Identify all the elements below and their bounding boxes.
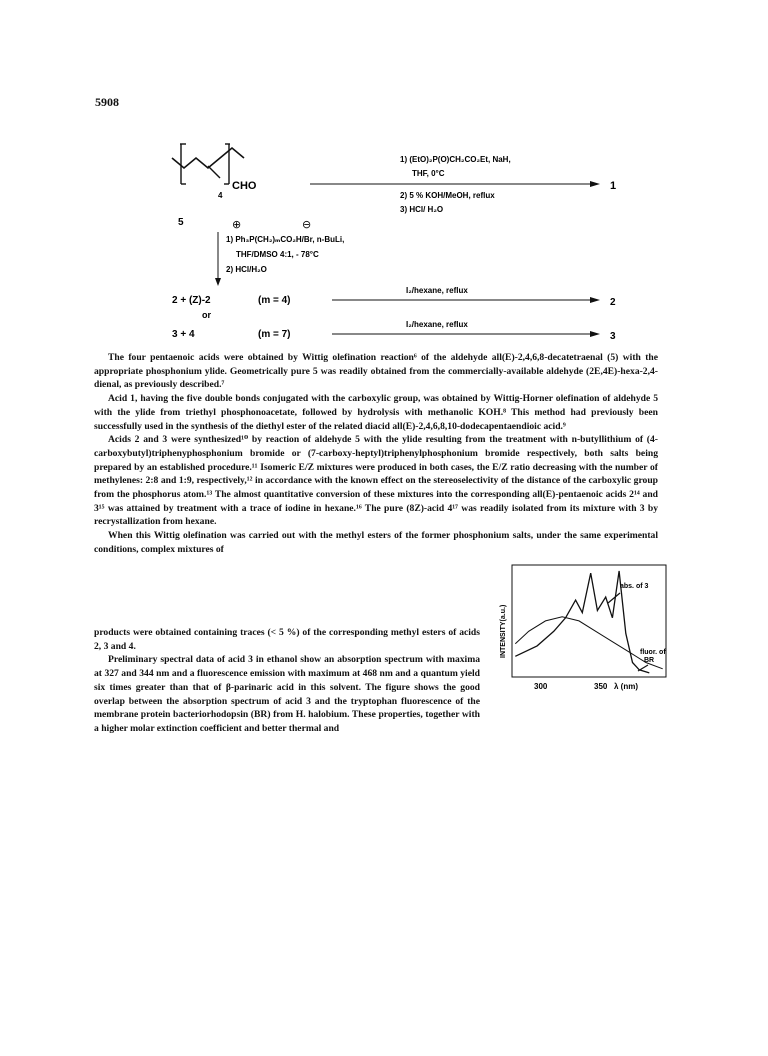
x-tick-350: 350: [594, 682, 608, 691]
row2-m: (m = 7): [258, 329, 291, 340]
paragraph: products were obtained containing traces (< 5 %) of the corresponding methyl esters of acids 2, 3 and 4.: [94, 627, 480, 652]
plus-charge: ⊕: [232, 219, 242, 231]
wittig-conditions-3: 2) HCl/H₂O: [226, 265, 267, 274]
top-conditions-3: 2) 5 % KOH/MeOH, reflux: [400, 191, 495, 200]
label-fluor-1: fluor. of: [640, 649, 666, 656]
aldehyde-group: CHO: [232, 180, 257, 192]
paragraph: Acid 1, having the five double bonds conjugated with the carboxylic group, was obtained by Wittig-Horner olefination of aldehyde 5 with the ylide from triethyl phosphonoacetate, followed by hydrolysis with methanolic KOH.⁸ This method had previously been successfully used in the synthesis of the diethyl ester of the related diacid all(E)-2,4,6,8,10-dodecapentaendioic acid.⁹: [94, 393, 658, 432]
row1-reactants: 2 + (Z)-2: [172, 295, 211, 306]
paragraph: Acids 2 and 3 were synthesized¹⁰ by reaction of aldehyde 5 with the ylide resulting from the treatment with n-butyllithium of (4-carboxybutyl)triphenyphosphonium bromide or (7-carboxy-heptyl)triphenylphosphonium bromide respectively, both salts being prepared by an established procedure.¹¹ Isomeric E/Z mixtures were produced in both cases, the E/Z ratio decreasing with the number of methylenes: 2:8 and 1:9, respectively,¹² in accordance with the known effect on the stereoselectivity of the distance of the carboxylic group from the phosphorus atom.¹³ The almost quantitative conversion of these mixtures into the corresponding all(E)-pentaenoic acids 2¹⁴ and 3¹⁵ was attained by treatment with a trace of iodine in hexane.¹⁶ The pure (8Z)-acid 4¹⁷ was readily isolated from its mixture with 3 by recrystallization from hexane.: [94, 434, 658, 528]
label-fluor-2: BR: [644, 657, 655, 664]
minus-charge: ⊖: [302, 219, 312, 231]
page-number: 5908: [95, 95, 119, 109]
row1-conditions: I₂/hexane, reflux: [406, 286, 468, 295]
polyene-chain: [172, 148, 244, 168]
y-axis-label: INTENSITY(a.u.): [500, 604, 507, 658]
row1-m: (m = 4): [258, 295, 291, 306]
row2-product: 3: [610, 331, 616, 342]
row2-conditions: I₂/hexane, reflux: [406, 320, 468, 329]
paragraph: Preliminary spectral data of acid 3 in ethanol show an absorption spectrum with maxima at 327 and 344 nm and a fluorescence emission with maximum at 468 nm and a quantum yield six times greater than that of β-parinaric acid in this solvent. The figure shows the good overlap between the absorption spectrum of acid 3 and the tryptophan fluorescence of the membrane protein bacteriorhodopsin (BR) from H. halobium. These properties, together with a higher molar extinction coefficient and better thermal and: [94, 654, 480, 734]
compound-5-label: 5: [178, 217, 184, 228]
product-1-label: 1: [610, 180, 617, 192]
top-conditions-4: 3) HCl/ H₂O: [400, 205, 444, 214]
fluorescence-series-line: [515, 617, 662, 669]
top-conditions-1: 1) (EtO)₂P(O)CH₂CO₂Et, NaH,: [400, 155, 511, 164]
row2-reactants: 3 + 4: [172, 329, 195, 340]
label-abs-arrow: [608, 593, 620, 603]
x-unit-label: λ (nm): [614, 682, 638, 691]
body-text-narrow: [94, 626, 480, 736]
reaction-scheme: [150, 140, 670, 345]
body-text-wide: [94, 351, 658, 557]
repeat-subscript: 4: [218, 191, 223, 200]
row1-product: 2: [610, 297, 616, 308]
label-fluor-arrow: [638, 665, 648, 671]
top-conditions-2: THF, 0°C: [412, 169, 445, 178]
paragraph: When this Wittig olefination was carried out with the methyl esters of the former phosphonium salts, under the same experimental conditions, complex mixtures of: [94, 530, 658, 555]
or-label: or: [202, 310, 211, 320]
paragraph: The four pentaenoic acids were obtained by Wittig olefination reaction⁶ of the aldehyde all(E)-2,4,6,8-decatetraenal (5) with the appropriate phosphonium ylide. Geometrically pure 5 was readily obtained from the commercially-available aldehyde (2E,4E)-hexa-2,4-dienal, as previously described.⁷: [94, 352, 658, 391]
x-tick-300: 300: [534, 682, 548, 691]
wittig-conditions-2: THF/DMSO 4:1, - 78°C: [236, 250, 319, 259]
label-abs: abs. of 3: [620, 583, 649, 590]
wittig-conditions-1: 1) Ph₃P(CH₂)ₘCO₂H/Br, n-BuLi,: [226, 235, 345, 244]
spectrum-figure: [488, 563, 668, 703]
